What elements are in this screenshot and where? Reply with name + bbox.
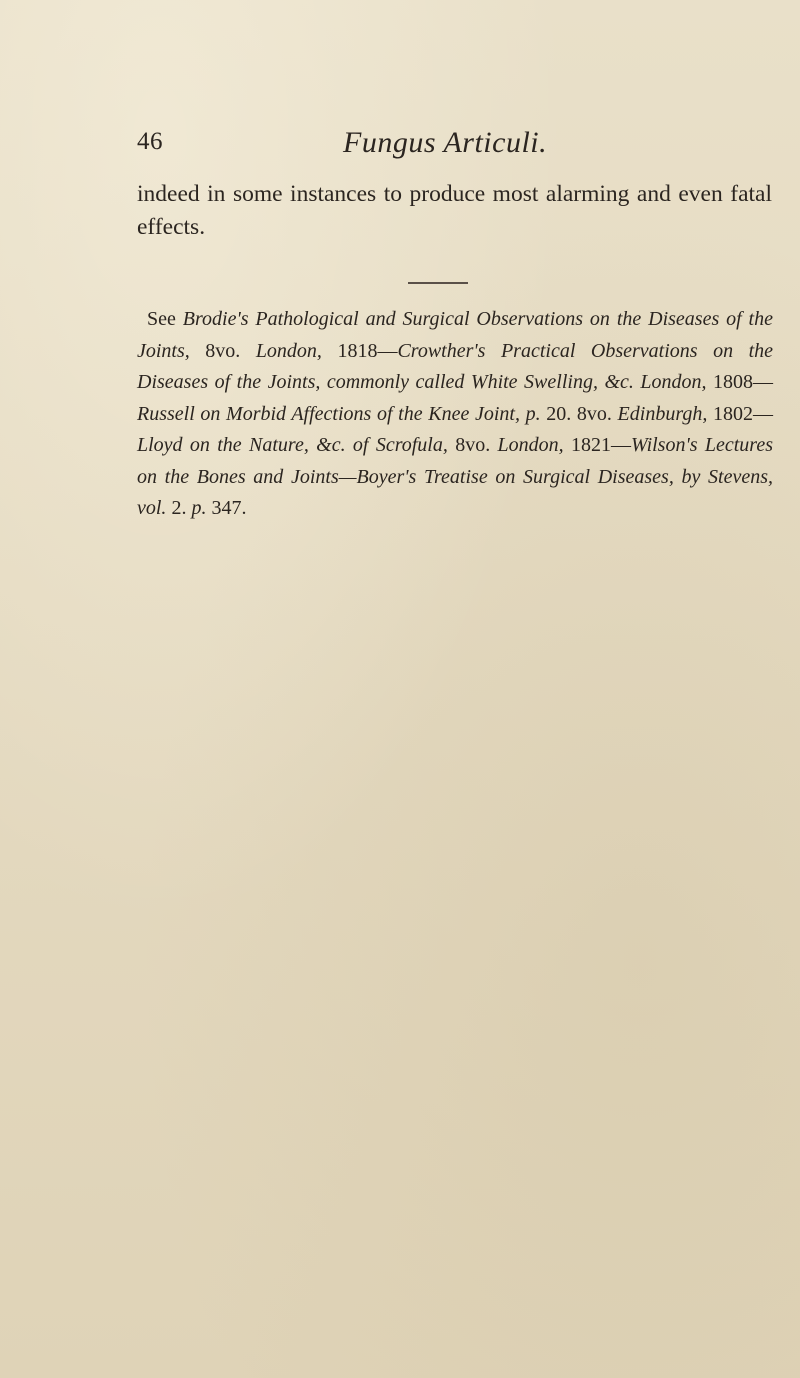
footnote-part: Wilson's Lectures on the Bones and Joints—Boyer's Treatise on Surgical Diseases, by Stevens, vol. bbox=[137, 434, 774, 519]
footnote-part: 1818— bbox=[337, 339, 398, 362]
footnote-part: 347. bbox=[211, 497, 247, 519]
running-title: Fungus Articuli. bbox=[343, 126, 548, 159]
footnote-part: 20. 8vo. bbox=[546, 402, 618, 425]
body-paragraph: indeed in some instances to produce most alarming and even fatal effects. bbox=[137, 181, 772, 240]
footnote-part: Brodie's Pathological and Surgical Observations on the Diseases of the Joints, bbox=[137, 308, 773, 362]
footnote-part: Crowther's Practical Observations on the Diseases of the Joints, commonly called White Swelling, &c. London, bbox=[137, 339, 774, 393]
footnote-part: p. bbox=[191, 497, 212, 519]
footnote-part: 8vo. bbox=[455, 434, 498, 456]
running-head bbox=[137, 128, 737, 168]
footnote-part: 1821— bbox=[571, 434, 632, 456]
page-number: 46 bbox=[137, 128, 163, 155]
footnote-part: Russell on Morbid Affections of the Knee Joint, p. bbox=[137, 402, 547, 425]
footnote bbox=[137, 304, 773, 525]
footnote-part: 8vo. bbox=[205, 339, 256, 362]
footnote-part: 2. bbox=[171, 497, 192, 519]
footnote-part: 1808— bbox=[713, 371, 773, 393]
footnote-part: Edinburgh, bbox=[617, 402, 714, 425]
footnote-rule bbox=[408, 282, 468, 284]
footnote-part: See bbox=[147, 308, 183, 330]
footnote-part: Lloyd on the Nature, &c. of Scrofula, bbox=[137, 434, 456, 456]
footnote-part: 1802— bbox=[713, 402, 774, 425]
footnote-part: London, bbox=[497, 434, 572, 456]
footnote-part: London, bbox=[255, 339, 338, 362]
